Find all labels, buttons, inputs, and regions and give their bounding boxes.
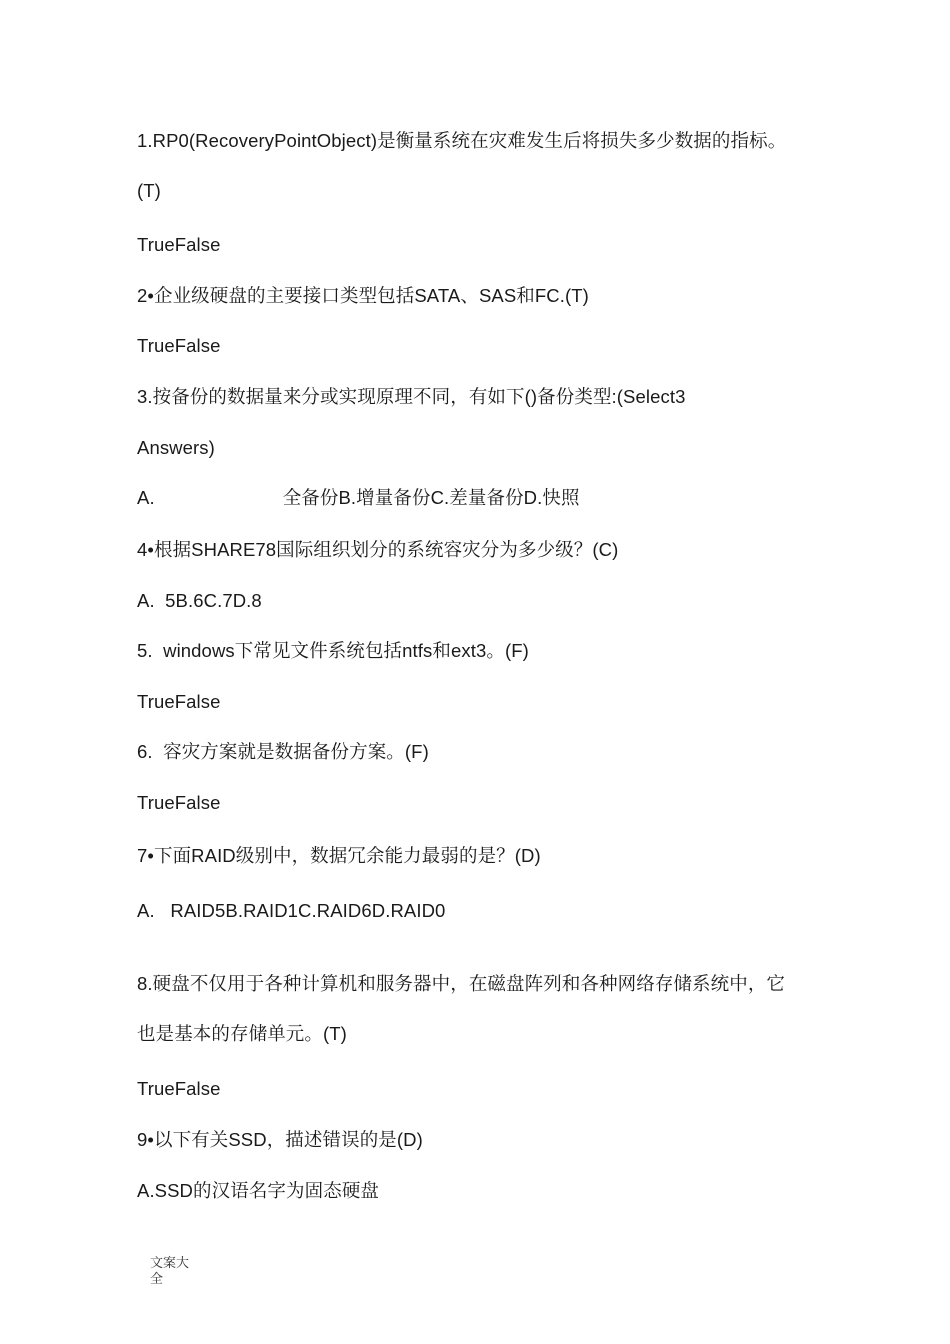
question-2-options: TrueFalse bbox=[137, 335, 221, 356]
question-3-text-cont: Answers) bbox=[137, 437, 215, 458]
question-8-options: TrueFalse bbox=[137, 1078, 221, 1099]
question-8-text: 8.硬盘不仅用于各种计算机和服务器中，在磁盘阵列和各种网络存储系统中，它 bbox=[137, 973, 786, 994]
question-7-options: A. RAID5B.RAID1C.RAID6D.RAID0 bbox=[137, 900, 446, 921]
question-4-options: A. 5B.6C.7D.8 bbox=[137, 590, 262, 611]
question-4-text: 4•根据SHARE78国际组织划分的系统容灾分为多少级？(C) bbox=[137, 539, 619, 560]
question-3-option-text: 全备份B.增量备份C.差量备份D.快照 bbox=[282, 487, 580, 508]
page-footer: 文案大全 bbox=[150, 1256, 190, 1287]
question-3-option-label: A. bbox=[137, 487, 155, 508]
question-5-text: 5. windows下常见文件系统包括ntfs和ext3。(F) bbox=[137, 640, 529, 661]
question-6-options: TrueFalse bbox=[137, 792, 221, 813]
question-3-text: 3.按备份的数据量来分或实现原理不同，有如下()备份类型:(Select3 bbox=[137, 386, 686, 407]
question-9-text: 9•以下有关SSD，描述错误的是(D) bbox=[137, 1129, 423, 1150]
question-5-options: TrueFalse bbox=[137, 691, 221, 712]
question-1-answer: (T) bbox=[137, 180, 161, 201]
question-1-text: 1.RP0(RecoveryPointObject)是衡量系统在灾难发生后将损失多少数据的指标。 bbox=[137, 130, 787, 151]
question-6-text: 6. 容灾方案就是数据备份方案。(F) bbox=[137, 741, 429, 762]
question-9-option-a: A.SSD的汉语名字为固态硬盘 bbox=[137, 1180, 380, 1201]
question-7-text: 7•下面RAID级别中，数据冗余能力最弱的是？(D) bbox=[137, 845, 541, 866]
question-8-text-cont: 也是基本的存储单元。(T) bbox=[137, 1023, 347, 1044]
question-3-options bbox=[137, 485, 580, 511]
question-1-options: TrueFalse bbox=[137, 234, 221, 255]
question-2-text: 2•企业级硬盘的主要接口类型包括SATA、SAS和FC.(T) bbox=[137, 285, 589, 306]
